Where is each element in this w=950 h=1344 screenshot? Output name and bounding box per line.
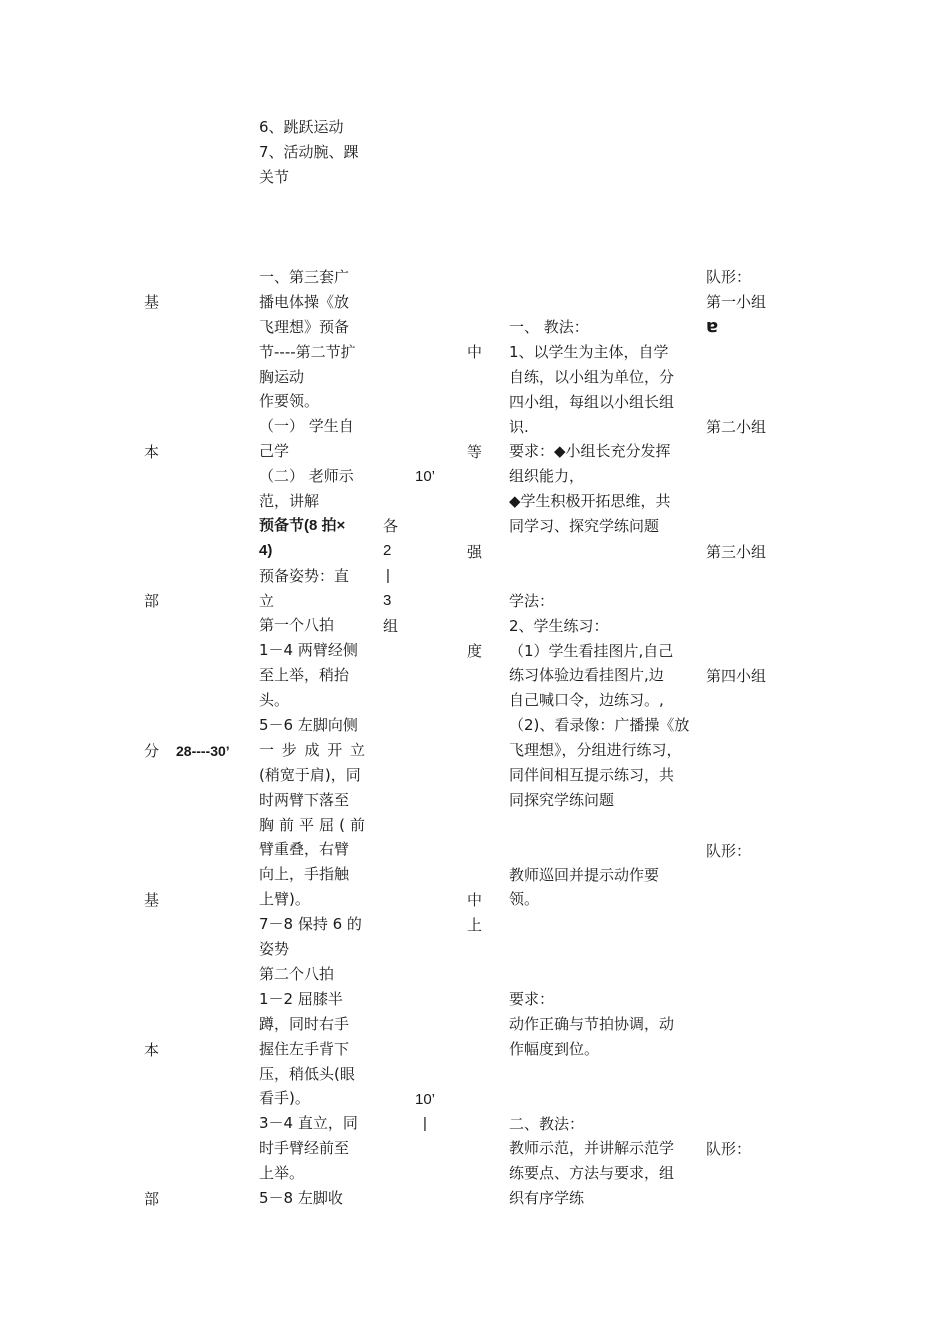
method-line [509, 937, 691, 962]
intensity-char: 强 [467, 543, 483, 561]
content-line: 第二个八拍 [259, 964, 335, 983]
formation-group: 第三小组 [706, 543, 767, 561]
method-line: 动作正确与节拍协调，动 [509, 1014, 675, 1033]
content-line: 己学 [259, 442, 290, 461]
content-line: 飞理想》预备 [259, 317, 350, 336]
time-value: 10’ [415, 1091, 436, 1108]
content-line: (稍宽于肩)，同 [259, 765, 361, 784]
method-line: 练习体验边看挂图片,边 [509, 666, 664, 685]
content-line: 立 [259, 591, 275, 610]
method-line: 练要点、方法与要求，组 [509, 1164, 675, 1183]
content-line: 上臂)。 [259, 890, 310, 909]
method-line: ◆学生积极开拓思维，共 [509, 492, 671, 511]
content-line: 向上，手指触 [259, 865, 350, 884]
method-line: 要求：◆小组长充分发挥 [509, 442, 671, 461]
method-line [509, 564, 691, 589]
content-line: 播电体操《放 [259, 292, 350, 311]
content-line: 4) [259, 541, 273, 559]
content-line: 7－8 保持 6 的 [259, 915, 362, 934]
formation-group: 第四小组 [706, 667, 767, 685]
section-char: 基 [144, 891, 160, 909]
content-line: 胸前平屈(前 [259, 815, 365, 834]
content-line: 1－4 两臂经侧 [259, 641, 358, 660]
intensity-char: 度 [467, 642, 483, 660]
content-line: 1－2 屈膝半 [259, 989, 343, 1008]
content-line: 胸运动 [259, 367, 305, 386]
method-line: 教师示范，并讲解示范学 [509, 1139, 675, 1158]
method-line: 四小组，每组以小组长组 [509, 392, 675, 411]
content-line: 5－6 左脚向侧 [259, 716, 358, 735]
content-line: 预备姿势：直 [259, 566, 350, 585]
content-line: 预备节(8 拍× [259, 516, 346, 534]
section-char: 部 [144, 1190, 160, 1208]
content-line: （二） 老师示 [259, 467, 354, 486]
content-line: 一步成开立 [259, 740, 365, 759]
method-line: 2、学生练习： [509, 616, 609, 635]
list-item: 6、跳跃运动 [259, 118, 344, 136]
method-line: 一、 教法： [509, 318, 589, 336]
list-item: 7、活动腕、踝 [259, 142, 359, 161]
warmup-list [259, 115, 379, 190]
section-char: 部 [144, 592, 160, 610]
content-line: 握住左手背下 [259, 1039, 350, 1058]
method-line: 1、以学生为主体，自学 [509, 342, 669, 361]
total-time: 28----30’ [176, 743, 230, 759]
content-line: 时两臂下落至 [259, 790, 350, 809]
method-line: 同伴间相互提示练习，共 [509, 766, 675, 785]
method-line [509, 962, 691, 987]
content-line: 时手臂经前至 [259, 1139, 350, 1158]
content-line: 姿势 [259, 940, 290, 959]
formation-group: 第二小组 [706, 418, 767, 436]
reps-text: 3 [383, 591, 392, 609]
reps-text: | [386, 566, 390, 584]
content-line: 上举。 [259, 1164, 305, 1183]
content-column [259, 265, 365, 1211]
formation-group: 第一小组 [706, 293, 767, 311]
method-line: 教师巡回并提示动作要 [509, 865, 660, 884]
section-char: 分 [144, 742, 160, 760]
intensity-char: 中 [467, 343, 483, 361]
method-line: 自练，以小组为单位，分 [509, 367, 675, 386]
formation-label: 队形： [706, 268, 752, 286]
method-line [509, 1087, 691, 1112]
list-item: 关节 [259, 167, 290, 186]
method-line: （2)、看录像：广播操《放 [509, 716, 690, 735]
reps-column [383, 514, 403, 638]
content-line: 第一个八拍 [259, 616, 335, 635]
method-line: 同学习、探究学练问题 [509, 517, 660, 536]
content-line: 范，讲解 [259, 492, 320, 511]
method-line: 自己喊口令，边练习。, [509, 691, 664, 710]
method-line: 飞理想》，分组进行练习， [509, 741, 682, 760]
content-line: 至上举，稍抬 [259, 666, 350, 685]
method-line [509, 539, 691, 564]
method-line [509, 813, 691, 838]
method-line: 要求： [509, 990, 555, 1009]
method-line [509, 1062, 691, 1087]
e-mark-icon: ɐ [706, 316, 719, 337]
method-line: （1）学生看挂图片,自己 [509, 641, 674, 660]
method-line: 组织能力， [509, 467, 585, 486]
time-dash: | [423, 1115, 427, 1132]
section-char: 基 [144, 293, 160, 311]
intensity-char: 中 [467, 891, 483, 909]
method-line: 识. [509, 417, 529, 436]
method-line: 二、教法： [509, 1114, 585, 1133]
section-char: 本 [144, 443, 160, 461]
content-line: 3－4 直立，同 [259, 1114, 358, 1133]
content-line: 臂重叠，右臂 [259, 840, 350, 859]
content-line: （一） 学生自 [259, 417, 354, 436]
formation-label: 队形： [706, 842, 752, 860]
section-char: 本 [144, 1041, 160, 1059]
content-line: 5－8 左脚收 [259, 1188, 343, 1207]
content-line: 蹲，同时右手 [259, 1014, 350, 1033]
reps-text: 2 [383, 541, 392, 559]
method-line: 作幅度到位。 [509, 1039, 600, 1058]
intensity-char: 上 [467, 916, 483, 934]
reps-text: 组 [383, 616, 399, 635]
method-line [509, 912, 691, 937]
content-line: 一、第三套广 [259, 268, 350, 286]
intensity-char: 等 [467, 443, 483, 461]
content-line: 看手)。 [259, 1089, 310, 1108]
method-line: 领。 [509, 890, 540, 909]
reps-text: 各 [383, 517, 399, 535]
content-line: 头。 [259, 691, 290, 710]
method-line: 学法： [509, 591, 555, 610]
method-column [509, 315, 691, 1211]
content-line: 节----第二节扩 [259, 342, 356, 361]
content-line: 作要领。 [259, 392, 320, 411]
content-line: 压，稍低头(眼 [259, 1064, 355, 1083]
formation-label: 队形： [706, 1140, 752, 1158]
method-line [509, 838, 691, 863]
method-line: 同探究学练问题 [509, 790, 615, 809]
time-value: 10’ [415, 468, 436, 485]
method-line: 织有序学练 [509, 1189, 585, 1208]
